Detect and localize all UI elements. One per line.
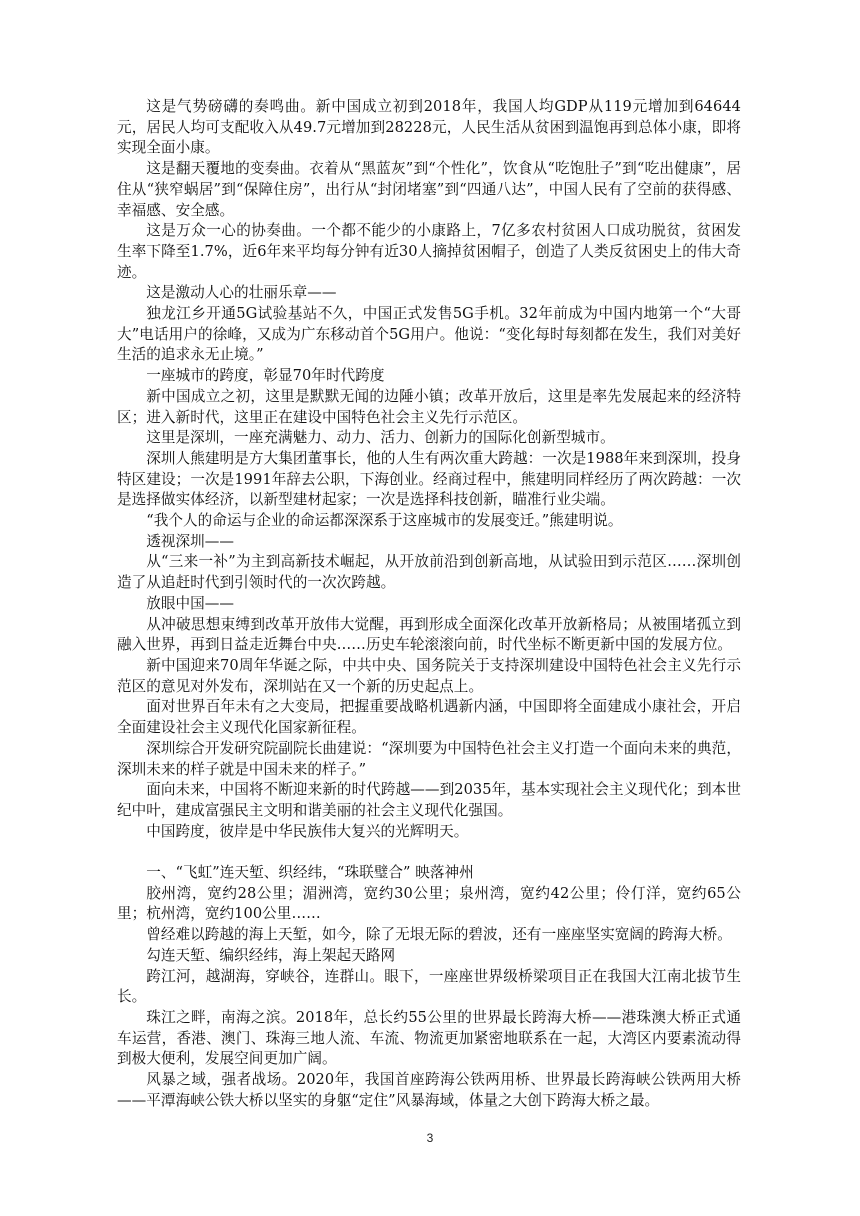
document-body bbox=[117, 97, 741, 1111]
paragraph: 从冲破思想束缚到改革开放伟大觉醒，再到形成全面深化改革开放新格局；从被围堵孤立到融入世界，再到日益走近舞台中央……历史车轮滚滚向前，时代坐标不断更新中国的发展方位。 bbox=[117, 615, 741, 654]
paragraph: 曾经难以跨越的海上天堑，如今，除了无垠无际的碧波，还有一座座坚实宽阔的跨海大桥。 bbox=[146, 926, 732, 944]
paragraph: 独龙江乡开通5G试验基站不久，中国正式发售5G手机。32年前成为中国内地第一个“大哥大”电话用户的徐峰，又成为广东移动首个5G用户。他说：“变化每时每刻都在发生，我们对美好生活的追求永无止境。” bbox=[117, 305, 741, 364]
paragraph: 这是翻天覆地的变奏曲。衣着从“黑蓝灰”到“个性化”，饮食从“吃饱肚子”到“吃出健康”，居住从“狭窄蜗居”到“保障住房”，出行从“封闭堵塞”到“四通八达”，中国人民有了空前的获得感、幸福感、安全感。 bbox=[117, 160, 741, 219]
section-heading: 一、“飞虹”连天堑、织经纬，“珠联璧合” 映落神州 bbox=[146, 864, 474, 881]
section-subheading: 勾连天堑、编织经纬，海上架起天路网 bbox=[146, 946, 396, 964]
paragraph: 深圳综合开发研究院副院长曲建说：“深圳要为中国特色社会主义打造一个面向未来的典范，深圳未来的样子就是中国未来的样子。” bbox=[117, 739, 741, 778]
paragraph: 中国跨度，彼岸是中华民族伟大复兴的光辉明天。 bbox=[146, 822, 469, 840]
paragraph: 这是激动人心的壮丽乐章—— bbox=[146, 284, 337, 302]
page-number: 3 bbox=[426, 1131, 434, 1145]
blank-line bbox=[117, 842, 741, 863]
section-subheading: 一座城市的跨度，彰显70年时代跨度 bbox=[146, 367, 385, 385]
paragraph: 从“三来一补”为主到高新技术崛起，从开放前沿到创新高地，从试验田到示范区……深圳创造了从追赶时代到引领时代的一次次跨越。 bbox=[117, 553, 741, 592]
paragraph: 新中国成立之初，这里是默默无闻的边陲小镇；改革开放后，这里是率先发展起来的经济特区；进入新时代，这里正在建设中国特色社会主义先行示范区。 bbox=[117, 387, 741, 426]
paragraph: 这是万众一心的协奏曲。一个都不能少的小康路上，7亿多农村贫困人口成功脱贫，贫困发生率下降至1.7%，近6年来平均每分钟有近30人摘掉贫困帽子，创造了人类反贫困史上的伟大奇迹。 bbox=[117, 222, 741, 281]
paragraph: 深圳人熊建明是方大集团董事长，他的人生有两次重大跨越：一次是1988年来到深圳，投身特区建设；一次是1991年辞去公职，下海创业。经商过程中，熊建明同样经历了两次跨越：一次是选择做实体经济，以新型建材起家；一次是选择科技创新，瞄准行业尖端。 bbox=[117, 449, 741, 509]
paragraph: 这是气势磅礴的奏鸣曲。新中国成立初到2018年，我国人均GDP从119元增加到64644元，居民人均可支配收入从49.7元增加到28228元，人民生活从贫困到温饱再到总体小康，即将实现全面小康。 bbox=[117, 98, 741, 157]
paragraph: 面向未来，中国将不断迎来新的时代跨越——到2035年，基本实现社会主义现代化；到本世纪中叶，建成富强民主文明和谐美丽的社会主义现代化强国。 bbox=[117, 781, 741, 819]
paragraph: 透视深圳—— bbox=[146, 532, 235, 550]
paragraph: 新中国迎来70周年华诞之际，中共中央、国务院关于支持深圳建设中国特色社会主义先行示范区的意见对外发布，深圳站在又一个新的历史起点上。 bbox=[117, 656, 741, 695]
paragraph: 放眼中国—— bbox=[146, 594, 235, 612]
paragraph: 跨江河，越湖海，穿峡谷，连群山。眼下，一座座世界级桥梁项目正在我国大江南北拔节生长。 bbox=[117, 967, 741, 1006]
quote-paragraph: “我个人的命运与企业的命运都深深系于这座城市的发展变迁。”熊建明说。 bbox=[146, 512, 623, 530]
paragraph: 面对世界百年未有之大变局，把握重要战略机遇新内涵，中国即将全面建成小康社会，开启全面建设社会主义现代化国家新征程。 bbox=[117, 698, 741, 737]
paragraph: 风暴之域，强者战场。2020年，我国首座跨海公铁两用桥、世界最长跨海峡公铁两用大桥——平潭海峡公铁大桥以坚实的身躯“定住”风暴海域，体量之大创下跨海大桥之最。 bbox=[117, 1071, 741, 1109]
paragraph: 胶州湾，宽约28公里；湄洲湾，宽约30公里；泉州湾，宽约42公里；伶仃洋，宽约65公里；杭州湾，宽约100公里…… bbox=[117, 884, 741, 923]
paragraph: 珠江之畔，南海之滨。2018年，总长约55公里的世界最长跨海大桥——港珠澳大桥正式通车运营，香港、澳门、珠海三地人流、车流、物流更加紧密地联系在一起，大湾区内要素流动得到极大便利，发展空间更加广阔。 bbox=[117, 1008, 741, 1068]
paragraph: 这里是深圳，一座充满魅力、动力、活力、创新力的国际化创新型城市。 bbox=[146, 429, 615, 447]
